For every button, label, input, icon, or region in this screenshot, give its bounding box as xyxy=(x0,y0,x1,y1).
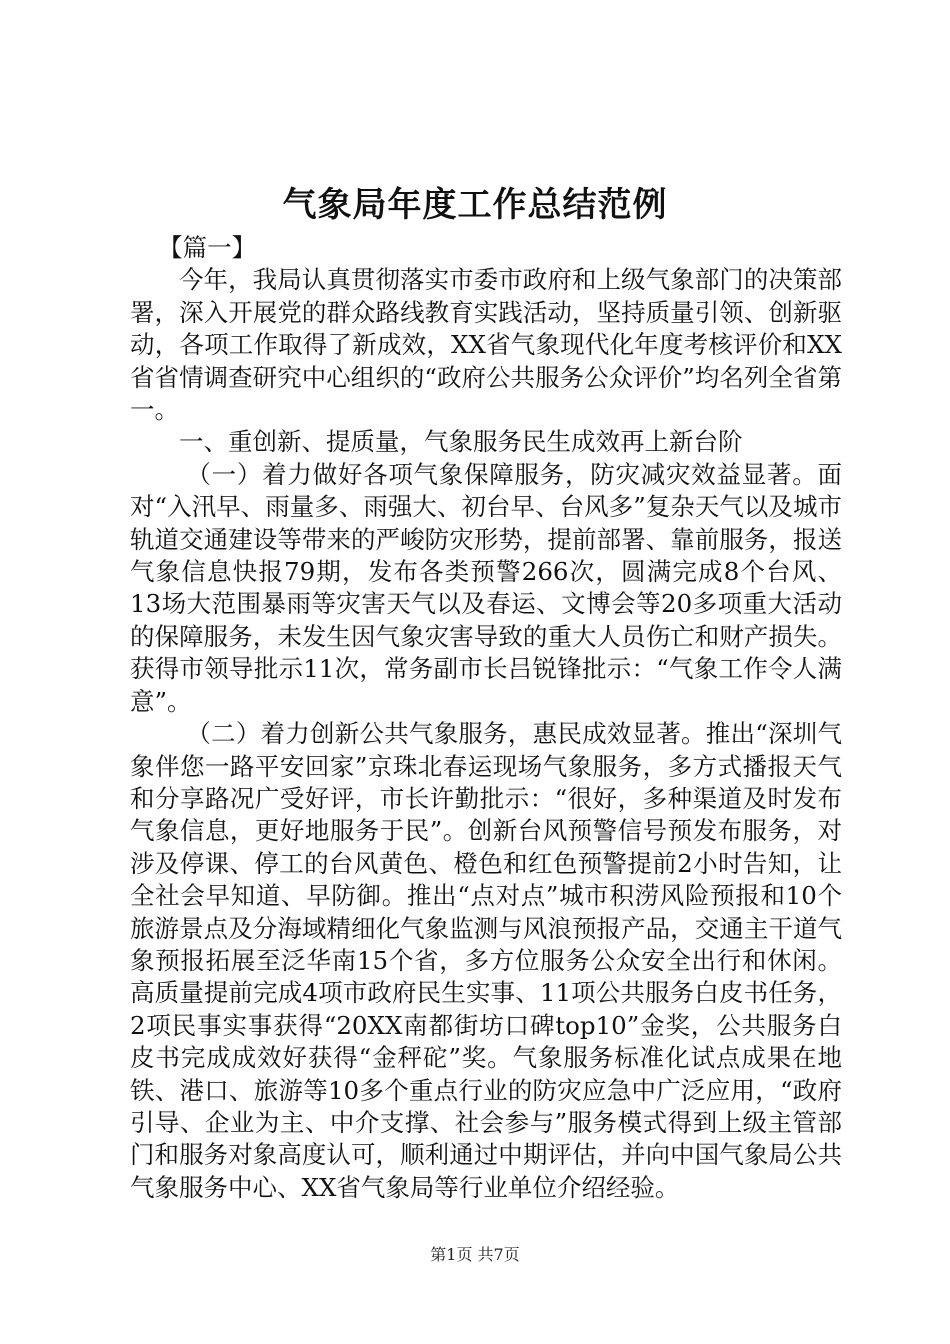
paragraph-subsection-two: （二）着力创新公共气象服务，惠民成效显著。推出“深圳气象伴您一路平安回家”京珠北春运现场气象服务，多方式播报天气和分享路况广受好评，市长许勤批示：“很好，多种渠道及时发布气象信息，更好地服务于民”。创新台风预警信号预发布服务，对涉及停课、停工的台风黄色、橙色和红色预警提前2小时告知，让全社会早知道、早防御。推出“点对点”城市积涝风险预报和10个旅游景点及分海域精细化气象监测与风浪预报产品，交通主干道气象预报拓展至泛华南15个省，多方位服务公众安全出行和休闲。高质量提前完成4项市政府民生实事、11项公共服务白皮书任务，2项民事实事获得“20XX南都街坊口碑top10”金奖，公共服务白皮书完成成效好获得“金秤砣”奖。气象服务标准化试点成果在地铁、港口、旅游等10多个重点行业的防灾应急中广泛应用，“政府引导、企业为主、中介支撑、社会参与”服务模式得到上级主管部门和服务对象高度认可，顺利通过中期评估，并向中国气象局公共气象服务中心、XX省气象局等行业单位介绍经验。 xyxy=(130,719,842,1202)
page-footer: 第1页 共7页 xyxy=(430,1245,520,1264)
document-body xyxy=(130,232,842,1204)
paragraph-subsection-one: （一）着力做好各项气象保障服务，防灾减灾效益显著。面对“入汛早、雨量多、雨强大、初台早、台风多”复杂天气以及城市轨道交通建设等带来的严峻防灾形势，提前部署、靠前服务，报送气象信息快报79期，发布各类预警266次，圆满完成8个台风、13场大范围暴雨等灾害天气以及春运、文博会等20多项重大活动的保障服务，未发生因气象灾害导致的重大人员伤亡和财产损失。获得市领导批示11次，常务副市长吕锐锋批示：“气象工作令人满意”。 xyxy=(130,459,842,716)
document-title: 气象局年度工作总结范例 xyxy=(282,185,668,225)
heading-section-one: 一、重创新、提质量，气象服务民生成效再上新台阶 xyxy=(179,427,743,457)
section-label: 【篇一】 xyxy=(158,233,257,262)
paragraph-intro: 今年，我局认真贯彻落实市委市政府和上级气象部门的决策部署，深入开展党的群众路线教育实践活动，坚持质量引领、创新驱动，各项工作取得了新成效，XX省气象现代化年度考核评价和XX省省情调查研究中心组织的“政府公共服务公众评价”均名列全省第一。 xyxy=(130,265,842,425)
